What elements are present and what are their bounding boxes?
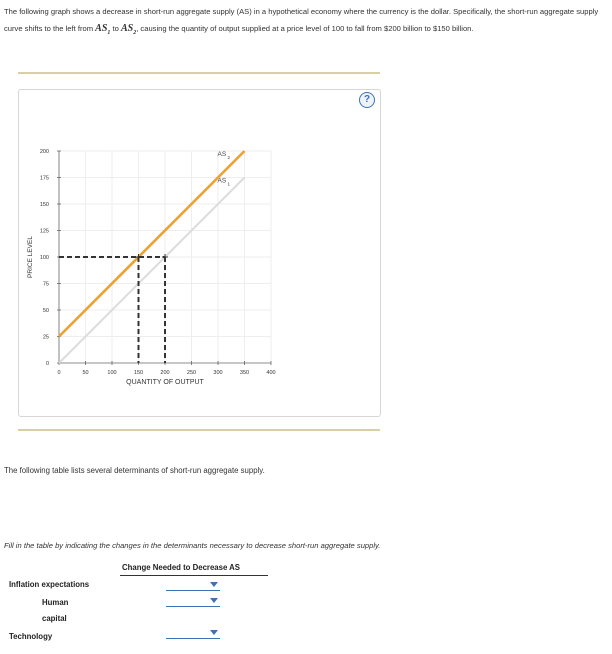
intro-text-1: The following graph shows a decrease in short-run aggregate supply (AS) in a hypothetical economy where the currency is the dollar. Specifically, the short-run aggregate supply curve shifts to the left from — [4, 7, 599, 33]
y-tick-label-25: 25 — [42, 334, 49, 341]
y-tick-label-125: 125 — [39, 228, 49, 235]
help-icon[interactable]: ? — [359, 92, 375, 108]
x-tick-label-200: 200 — [160, 370, 170, 376]
x-tick-label-100: 100 — [107, 370, 117, 376]
x-tick-label-250: 250 — [186, 370, 197, 376]
y-axis-label: PRICE LEVEL — [27, 236, 34, 278]
as-shift-chart — [18, 89, 379, 415]
y-tick-label-50: 50 — [42, 308, 49, 314]
x-tick-label-400: 400 — [266, 370, 276, 376]
dropdown-inflation-expectations[interactable] — [166, 580, 220, 591]
as2-inline-base: AS — [120, 23, 134, 34]
x-tick-label-0: 0 — [57, 370, 61, 376]
series-label-sub-as1: 1 — [227, 181, 231, 187]
column-header: Change Needed to Decrease AS — [122, 563, 241, 572]
as2-inline-sub: 2 — [133, 30, 137, 36]
series-label-as1: AS — [217, 177, 227, 185]
x-tick-label-150: 150 — [133, 370, 144, 376]
x-tick-label-350: 350 — [239, 370, 250, 376]
as2-inline-label — [121, 23, 136, 34]
intro-paragraph — [4, 3, 608, 42]
y-tick-label-175: 175 — [39, 175, 49, 182]
intro-to-word: to — [110, 24, 121, 33]
y-tick-label-75: 75 — [42, 281, 49, 288]
series-line-as1 — [59, 178, 245, 364]
row-label-human-capital-line2: capital — [42, 614, 67, 623]
y-tick-label-150: 150 — [39, 202, 49, 208]
y-tick-label-0: 0 — [45, 361, 49, 367]
column-header-rule — [120, 575, 268, 576]
x-axis-label: QUANTITY OF OUTPUT — [126, 379, 204, 386]
series-label-sub-as2: 2 — [227, 155, 231, 160]
y-tick-label-100: 100 — [39, 255, 49, 261]
intro-text-2: , causing the quantity of output supplied at a price level of 100 to fall from $200 billion to $150 billion. — [136, 24, 474, 33]
table-intro: The following table lists several determinants of short-run aggregate supply. — [4, 466, 265, 475]
row-label-human-capital: Human — [42, 598, 69, 607]
y-tick-label-200: 200 — [39, 149, 49, 155]
divider-bottom — [18, 429, 380, 431]
dropdown-human-capital[interactable] — [166, 596, 220, 607]
series-label-as2: AS — [217, 151, 227, 158]
divider-top — [18, 72, 380, 74]
row-label-inflation-expectations: Inflation expectations — [9, 580, 90, 589]
as1-inline-base: AS — [95, 23, 108, 34]
row-label-technology: Technology — [9, 632, 53, 641]
as1-inline-label — [95, 23, 110, 34]
x-tick-label-300: 300 — [213, 370, 223, 376]
as1-inline-sub: 1 — [107, 30, 111, 36]
dropdown-technology[interactable] — [166, 628, 220, 639]
x-tick-label-50: 50 — [82, 370, 89, 376]
instructions: Fill in the table by indicating the changes in the determinants necessary to decrease short-run aggregate supply. — [4, 541, 381, 550]
